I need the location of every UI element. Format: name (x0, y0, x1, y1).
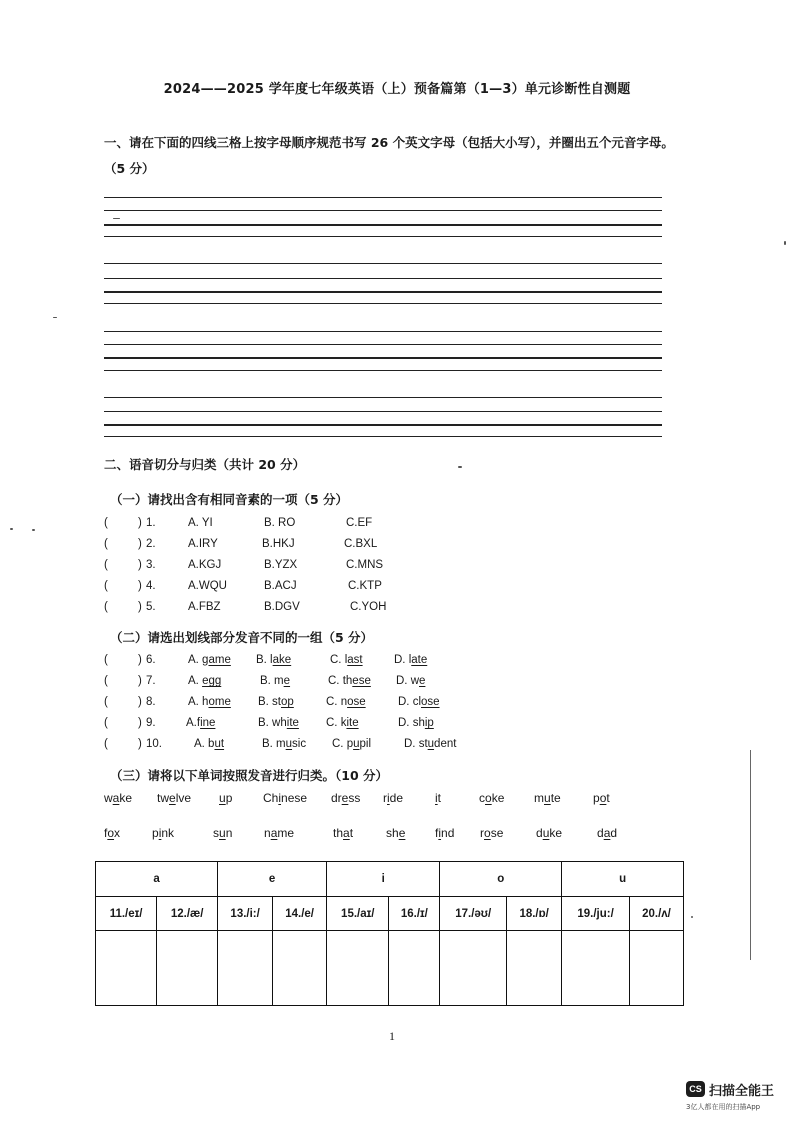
scan-speck (784, 241, 786, 245)
rule-line (104, 263, 662, 264)
answer-cell[interactable] (507, 931, 562, 1006)
word: sun (213, 826, 233, 840)
option-b: B.YZX (264, 559, 298, 571)
option-c: C. nose (326, 696, 366, 708)
answer-paren-open[interactable]: ( (104, 696, 108, 708)
scan-speck (691, 916, 693, 918)
option-a: A.FBZ (188, 601, 221, 613)
sound-header: 15./aɪ/ (327, 897, 389, 931)
vowel-header-a: a (96, 862, 218, 897)
option-b: B.HKJ (262, 538, 295, 550)
rule-line (104, 397, 662, 398)
word: it (435, 791, 442, 805)
rule-line (104, 370, 662, 371)
option-a: A.WQU (188, 580, 227, 592)
option-c: C.MNS (346, 559, 384, 571)
option-d: D. we (396, 675, 426, 687)
section1-heading: 一、请在下面的四线三格上按字母顺序规范书写 26 个英文字母（包括大小写），并圈出五个元音字母。（5 分） (104, 135, 674, 176)
sound-header: 12./æ/ (157, 897, 218, 931)
section2-heading: 二、语音切分与归类（共计 20 分） (104, 457, 306, 472)
word: twelve (157, 791, 192, 805)
rule-line (104, 331, 662, 332)
scan-speck (32, 529, 35, 531)
option-c: C.KTP (348, 580, 382, 592)
word: up (219, 791, 233, 805)
word: she (386, 826, 406, 840)
vowel-header-o: o (440, 862, 562, 897)
answer-cell[interactable] (562, 931, 630, 1006)
word: duke (536, 826, 563, 840)
option-a: A. egg (188, 675, 222, 687)
word: pot (593, 791, 610, 805)
word: Chinese (263, 791, 308, 805)
question-number: 3. (146, 559, 156, 571)
option-d: D. ship (398, 717, 434, 729)
word: that (333, 826, 354, 840)
word: dress (331, 791, 361, 805)
option-b: B. music (262, 738, 307, 750)
option-b: B. white (258, 717, 299, 729)
option-c: C.BXL (344, 538, 378, 550)
option-b: B. me (260, 675, 291, 687)
classification-table (95, 861, 684, 1006)
watermark-name: 扫描全能王 (709, 1084, 775, 1099)
writing-lines (104, 195, 662, 445)
scan-edge-line (750, 750, 751, 960)
rule-line (104, 197, 662, 198)
part1-heading: （一）请找出含有相同音素的一项（5 分） (110, 492, 349, 507)
question-number: 1. (146, 517, 156, 529)
camscanner-logo-icon: CS (686, 1081, 705, 1097)
answer-cell[interactable] (273, 931, 327, 1006)
scan-speck (53, 317, 57, 318)
question-number: 4. (146, 580, 156, 592)
option-c: C.EF (346, 517, 373, 529)
answer-paren-close: ) (138, 675, 142, 687)
watermark-slogan: 3亿人都在用的扫描App (686, 1103, 761, 1111)
option-a: A.fine (186, 717, 216, 729)
answer-paren-close: ) (138, 696, 142, 708)
word: pink (152, 826, 175, 840)
rule-line (104, 411, 662, 412)
option-c: C. kite (326, 717, 359, 729)
word: ride (383, 791, 404, 805)
option-b: B.DGV (264, 601, 300, 613)
answer-paren-open[interactable]: ( (104, 717, 108, 729)
answer-paren-open[interactable]: ( (104, 675, 108, 687)
option-a: A. game (188, 654, 231, 666)
question-number: 5. (146, 601, 156, 613)
answer-paren-open[interactable]: ( (104, 538, 108, 550)
option-b: B. stop (258, 696, 294, 708)
option-a: A. but (194, 738, 225, 750)
word: coke (479, 791, 505, 805)
question-number: 2. (146, 538, 156, 550)
rule-line (104, 424, 662, 426)
answer-cell[interactable] (157, 931, 218, 1006)
scan-speck (113, 218, 120, 219)
rule-line (104, 210, 662, 211)
rule-line (104, 278, 662, 279)
part2-heading: （二）请选出划线部分发音不同的一组（5 分） (110, 630, 374, 645)
scan-speck (458, 466, 462, 468)
answer-paren-close: ) (138, 654, 142, 666)
sound-header: 13./i:/ (218, 897, 273, 931)
answer-paren-open[interactable]: ( (104, 738, 108, 750)
answer-paren-close: ) (138, 517, 142, 529)
option-c: C. these (328, 675, 371, 687)
sound-header: 17./əʊ/ (440, 897, 507, 931)
vowel-header-e: e (218, 862, 327, 897)
sound-header: 19./ju:/ (562, 897, 630, 931)
rule-line (104, 224, 662, 226)
sound-header: 16./ɪ/ (389, 897, 440, 931)
question-number: 10. (146, 738, 162, 750)
option-c: C. last (330, 654, 363, 666)
sound-header: 18./ɒ/ (507, 897, 562, 931)
option-b: B. lake (256, 654, 292, 666)
sound-header: 20./ʌ/ (629, 897, 683, 931)
answer-paren-close: ) (138, 538, 142, 550)
question-number: 9. (146, 717, 156, 729)
answer-paren-open[interactable]: ( (104, 654, 108, 666)
question-number: 7. (146, 675, 156, 687)
option-a: A.KGJ (188, 559, 222, 571)
answer-paren-close: ) (138, 717, 142, 729)
answer-paren-open[interactable]: ( (104, 517, 108, 529)
scan-speck (10, 528, 13, 530)
answer-paren-close: ) (138, 559, 142, 571)
word: mute (534, 791, 561, 805)
option-a: A. home (188, 696, 231, 708)
option-d: D. late (394, 654, 428, 666)
option-d: D. close (398, 696, 440, 708)
rule-line (104, 344, 662, 345)
rule-line (104, 236, 662, 237)
word: fox (104, 826, 121, 840)
rule-line (104, 357, 662, 359)
sound-header: 14./e/ (273, 897, 327, 931)
answer-cell[interactable] (629, 931, 683, 1006)
answer-paren-open[interactable]: ( (104, 559, 108, 571)
word: name (264, 826, 295, 840)
page-number: 1 (389, 1029, 395, 1043)
option-b: B. RO (264, 517, 296, 529)
part3-heading: （三）请将以下单词按照发音进行归类。（10 分） (110, 768, 388, 783)
option-c: C.YOH (350, 601, 387, 613)
question-number: 8. (146, 696, 156, 708)
answer-paren-close: ) (138, 738, 142, 750)
option-a: A.IRY (188, 538, 218, 550)
answer-paren-close: ) (138, 580, 142, 592)
answer-cell[interactable] (389, 931, 440, 1006)
answer-paren-close: ) (138, 601, 142, 613)
option-b: B.ACJ (264, 580, 297, 592)
sound-header: 11./eɪ/ (96, 897, 157, 931)
word: find (435, 826, 455, 840)
answer-cell[interactable] (218, 931, 273, 1006)
vowel-header-i: i (327, 862, 440, 897)
rule-line (104, 303, 662, 304)
word: rose (480, 826, 504, 840)
word: wake (104, 791, 133, 805)
answer-paren-open[interactable]: ( (104, 580, 108, 592)
option-c: C. pupil (332, 738, 372, 750)
word: dad (597, 826, 618, 840)
rule-line (104, 291, 662, 293)
vowel-header-u: u (562, 862, 684, 897)
answer-cell[interactable] (327, 931, 389, 1006)
question-number: 6. (146, 654, 156, 666)
option-a: A. YI (188, 517, 213, 529)
answer-cell[interactable] (440, 931, 507, 1006)
page-title: 2024——2025 学年度七年级英语（上）预备篇第（1—3）单元诊断性自测题 (163, 82, 631, 97)
answer-paren-open[interactable]: ( (104, 601, 108, 613)
option-d: D. student (404, 738, 457, 750)
answer-cell[interactable] (96, 931, 157, 1006)
rule-line (104, 436, 662, 437)
